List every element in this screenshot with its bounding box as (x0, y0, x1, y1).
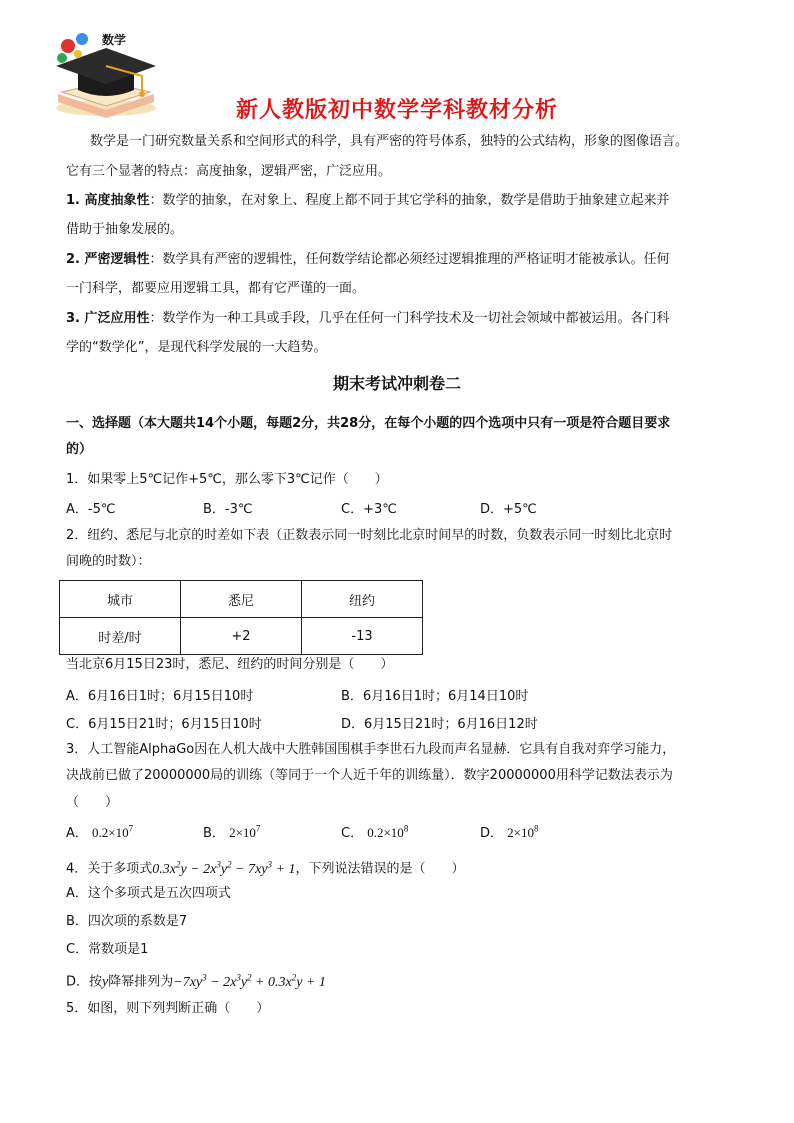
question-1-option-c: C．+3℃ (341, 502, 397, 517)
option-value: 0.2×10 (367, 825, 404, 840)
option-exponent: 8 (534, 823, 539, 834)
point-3-line-1 (66, 310, 670, 328)
table-cell: +2 (181, 618, 302, 655)
question-1-stem: 1．如果零上5℃记作+5℃，那么零下3℃记作（ ） (66, 472, 388, 487)
point-3-line-2: 学的“数学化”，是现代科学发展的一大趋势。 (66, 340, 327, 355)
table-header-cell: 城市 (60, 581, 181, 618)
section-1-heading-line-1: 一、选择题（本大题共14个小题，每题2分，共28分，在每个小题的四个选项中只有一项是符合题目要求 (66, 416, 671, 431)
question-5-stem: 5．如图，则下列判断正确（ ） (66, 1001, 270, 1016)
section-1-heading-line-2: 的） (66, 442, 93, 457)
point-1-text: ：数学的抽象，在对象上、程度上都不同于其它学科的抽象，数学是借助于抽象建立起来并 (149, 193, 670, 208)
table-header-cell: 悉尼 (181, 581, 302, 618)
option-label: A． (66, 826, 88, 841)
question-2-stem-line-2: 间晚的时数）： (66, 554, 151, 569)
table-cell: -13 (302, 618, 423, 655)
option-exponent: 7 (128, 823, 134, 834)
question-2-option-b: B．6月16日1时；6月14日10时 (341, 689, 529, 704)
option-value: 2×10 (229, 825, 256, 840)
question-2-option-a: A．6月16日1时；6月15日10时 (66, 689, 254, 704)
point-3-heading: 3. 广泛应用性 (66, 311, 150, 326)
question-3-option-a (66, 822, 133, 841)
question-3-option-d (480, 822, 539, 841)
point-1-heading: 1. 高度抽象性 (66, 193, 150, 208)
option-label: B． (203, 826, 225, 841)
point-2-text: ：数学具有严密的逻辑性，任何数学结论都必须经过逻辑推理的严格证明才能被承认。任何 (149, 252, 670, 267)
question-4-option-d (66, 968, 326, 992)
table-cell: 时差/时 (60, 618, 181, 655)
option-label: D． (480, 826, 504, 841)
question-1-option-d: D．+5℃ (480, 502, 537, 517)
point-2-heading: 2. 严密逻辑性 (66, 252, 150, 267)
option-prefix: D．按 (66, 974, 103, 990)
table-header-row (60, 581, 423, 618)
question-4-option-a: A．这个多项式是五次四项式 (66, 886, 231, 901)
question-1-option-b: B．-3℃ (203, 502, 253, 517)
option-variable: y (102, 974, 109, 990)
point-1-line-1 (66, 192, 670, 210)
question-2-after-table: 当北京6月15日23时，悉尼、纽约的时间分别是（ ） (66, 657, 394, 672)
question-3-stem-line-1: 3．人工智能AlphaGo因在人机大战中大胜韩国围棋手李世石九段而声名显赫．它具有自我对弈学习能力， (66, 742, 676, 757)
question-2-option-c: C．6月15日21时；6月15日10时 (66, 717, 262, 732)
option-label: C． (341, 826, 364, 841)
point-2-line-1 (66, 251, 670, 269)
table-row (60, 618, 423, 655)
intro-paragraph-line-2: 它有三个显著的特点：高度抽象，逻辑严密，广泛应用。 (66, 164, 392, 179)
intro-paragraph-line-1: 数学是一门研究数量关系和空间形式的科学，具有严密的符号体系，独特的公式结构，形象的图像语言。 (90, 134, 689, 149)
question-1-option-a: A．-5℃ (66, 502, 116, 517)
question-4-stem (66, 855, 464, 879)
option-value: 2×10 (507, 825, 534, 840)
point-2-line-2: 一门科学，都要应用逻辑工具，都有它严谨的一面。 (66, 281, 366, 296)
question-2-option-d: D．6月15日21时；6月16日12时 (341, 717, 538, 732)
question-3-option-b (203, 822, 260, 841)
logo-label: 数学 (102, 33, 127, 47)
question-4-polynomial: $0.3x^2y - 2x^3y^2 - 7xy^3 + 1$ (152, 859, 296, 877)
question-4-stem-suffix: ，下列说法错误的是（ ） (295, 861, 465, 877)
option-exponent: 8 (403, 823, 409, 834)
question-4-stem-prefix: 4．关于多项式 (66, 861, 153, 877)
option-text: 降幂排列为 (108, 974, 174, 990)
point-3-text: ：数学作为一种工具或手段，几乎在任何一门科学技术及一切社会领域中都被运用。各门科 (149, 311, 670, 326)
question-4-option-c: C．常数项是1 (66, 942, 149, 957)
question-4-option-b: B．四次项的系数是7 (66, 914, 188, 929)
question-2-stem-line-1: 2．纽约、悉尼与北京的时差如下表（正数表示同一时刻比北京时间早的时数，负数表示同一时刻比北京时 (66, 528, 673, 543)
question-3-stem-line-3: （ ） (66, 795, 119, 810)
option-exponent: 7 (255, 823, 261, 834)
document-title: 新人教版初中数学学科教材分析 (235, 98, 558, 123)
time-difference-table (59, 580, 423, 655)
option-polynomial: $-7xy^3 - 2x^3y^2 + 0.3x^2y + 1$ (173, 972, 326, 990)
question-3-option-c (341, 822, 408, 841)
option-value: 0.2×10 (92, 825, 129, 840)
point-1-line-2: 借助于抽象发展的。 (66, 222, 184, 237)
question-3-stem-line-2: 决战前已做了20000000局的训练（等同于一个人近千年的训练量）．数字20000000用科学记数法表示为 (66, 768, 673, 783)
table-header-cell: 纽约 (302, 581, 423, 618)
exam-title: 期末考试冲刺卷二 (332, 374, 461, 393)
